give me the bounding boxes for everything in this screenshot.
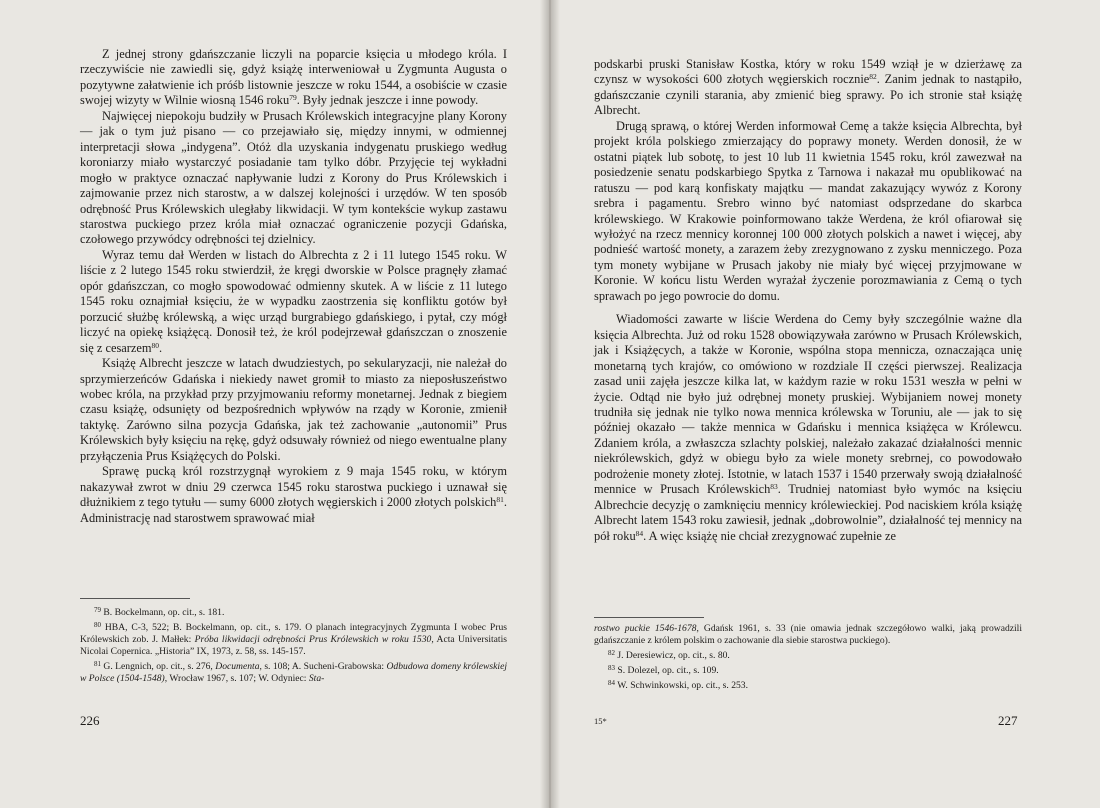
- left-page-number: 226: [80, 713, 100, 728]
- footnote-81-continued: rostwo puckie 1546-1678, Gdańsk 1961, s. 33 (nie omawia jednak szczegółowo walki, jaką prowadzili gdańszczanie z królem polskim o zachowanie dla siebie starostwa puckiego).: [594, 623, 1022, 647]
- footnote-83: $^{83}$ S. Dolezel, op. cit., s. 109.: [608, 664, 719, 677]
- footnote-79: $^{79}$ B. Bockelmann, op. cit., s. 181.: [94, 606, 225, 618]
- left-footnote-rule: [80, 598, 190, 599]
- left-paragraph-2: Najwięcej niepokoju budziły w Prusach Królewskich integracyjne plany Korony — jak o tym już pisano — co przejawiało się, między innymi, w odmiennej interpretacji słowa „indygena”. Otóż dla uzyskania indygenatu pruskiego według koroniarzy miało wystarczyć posiadanie tam tylko dóbr. Przyjęcie tej wykładni mogło w praktyce oznaczać napływanie ludzi z Korony do Prus Królewskich i zajmowanie przez nich starostw, a w dalszej kolejności i urzędów. W ten sposób odrębność Prus Królewskich uległaby likwidacji. W tym kontekście wykup zastawu starostwa puckiego przez króla miał oznaczać ograniczenie pozycji Gdańska, czołowego przywódcy odrębności tej dzielnicy.: [80, 108, 507, 247]
- footnote-84: $^{84}$ W. Schwinkowski, op. cit., s. 253.: [608, 679, 748, 692]
- left-paragraph-1: Z jednej strony gdańszczanie liczyli na poparcie księcia u młodego króla. I rzeczywiście nie zawiedli się, gdyż książę interweniował u Zygmunta Augusta o pozytywne załatwienie ich próśb listownie jeszcze w roku 1544, a osobiście w czasie swojej wizyty w Wilnie wiosną 1546 roku$^{79}$. Były jednak jeszcze i inne powody.: [80, 47, 507, 108]
- left-page: [0, 0, 548, 808]
- left-paragraph-3: Wyraz temu dał Werden w listach do Albrechta z 2 i 11 lutego 1545 roku. W liście z 2 lutego 1545 roku stwierdził, że kręgi dworskie w Polsce pragnęły złamać opór gdańszczan, co mogło spowodować odmienny skutek. A w liście z 11 lutego 1545 roku oznajmiał księciu, że w wypadku zaostrzenia się konfliktu gotów był porzucić służbę królewską, a więc urząd burgrabiego gdańskiego, i pytał, czy mógł liczyć na opiekę książęcą. Donosił też, że król podejrzewał gdańszczan o znoszenie się z cesarzem$^{80}$.: [80, 247, 507, 355]
- right-page: [552, 0, 1100, 808]
- left-paragraph-4: Książę Albrecht jeszcze w latach dwudziestych, po sekularyzacji, nie należał do sprzymierzeńców Gdańska i niekiedy nawet gromił to miasto za nieposłuszeństwo wobec króla, na przykład przy przyjmowaniu reformy monetarnej. Jednak z biegiem czasu książę, odsunięty od bezpośrednich wpływów na rządy w Koronie, zmienił taktykę. Zarówno silna pozycja Gdańska, jak też zachowanie „autonomii” Prus Królewskich były księciu na rękę, gdyż odsuwały również od niego ewentualne plany przyłączenia Prus Książęcych do Polski.: [80, 356, 507, 463]
- footnote-80: $^{80}$ HBA, C-3, 522; B. Bockelmann, op. cit., s. 179. O planach integracyjnych Zygmunta I wobec Prus Królewskich zob. J. Małłek: Próba likwidacji odrębności Prus Królewskich w roku 1530, Acta Universitatis Nicolai Copernica. „Historia” IX, 1973, z. 58, ss. 145-157.: [80, 621, 507, 658]
- footnote-82: $^{82}$ J. Deresiewicz, op. cit., s. 80.: [608, 649, 730, 662]
- right-page-body: [594, 57, 1022, 544]
- left-paragraph-5: Sprawę pucką król rozstrzygnął wyrokiem z 9 maja 1545 roku, w którym nakazywał zwrot w dniu 29 czerwca 1545 roku starostwa puckiego i uznawał się dłużnikiem z tego tytułu — sumy 6000 złotych węgierskich i 2000 złotych polskich$^{81}$. Administrację nad starostwem sprawować miał: [80, 464, 507, 525]
- right-paragraph-1: podskarbi pruski Stanisław Kostka, który w roku 1549 wziął je w dzierżawę za czynsz w wysokości 600 złotych węgierskich rocznie$^{82}$. Zanim jednak to nastąpiło, gdańszczanie czynili starania, aby zmienić bieg sprawy. Po ich stronie stał książę Albrecht.: [594, 57, 1022, 118]
- right-footnotes: [594, 623, 1022, 692]
- left-footnotes: [80, 604, 507, 686]
- left-page-body: [80, 47, 507, 526]
- right-paragraph-2: Drugą sprawą, o której Werden informował Cemę a także księcia Albrechta, był projekt króla polskiego zmierzający do poprawy monety. Werden donosił, że w ostatni piątek lub sobotę, to jest 10 lub 11 kwietnia 1545 roku, król zawezwał na posiedzenie senatu podskarbiego Spytka z Tarnowa i nakazał mu opublikować na ratuszu — pod karą konfiskaty majątku — mandat zakazujący wywóz z Korony srebra i pagamentu. Srebro winno być natomiast odsprzedane do skarbca królewskiego. W Krakowie poinformowano także Werdena, że król ofiarował się wyłożyć na rzecz mennicy koronnej 100 000 złotych polskich a nawet i więcej, aby podnieść wartość monety, a zarazem żeby zrezygnowano z zysku menniczego. Poza tym monety wybijane w Prusach jakoby nie miały być więcej przyjmowane w Koronie. W końcu listu Werden wyrażał życzenie porozmawiania z Cemą o tych sprawach po jego powrocie do domu.: [594, 118, 1022, 303]
- right-paragraph-3: Wiadomości zawarte w liście Werdena do Cemy były szczególnie ważne dla księcia Albrechta. Już od roku 1528 obowiązywała zarówno w Prusach Królewskich, jak i Książęcych, a także w Koronie, wspólna stopa mennicza, oznaczająca unię monetarną tych krajów, co omówiono w rozdziale II części pierwszej. Realizacja zasad unii zajęła jeszcze kilka lat, w każdym razie w roku 1531 weszła w pełni w życie. Odtąd nie było już odrębnej monety pruskiej. Wybijaniem nowej monety trudniła się jednak nie tylko nowa mennica królewska w Toruniu, ale — jak to się później okazało — także mennica w Gdańsku i mennica książęca w Królewcu. Zdaniem króla, a zwłaszcza szlachty polskiej, należało zakazać działalności mennic niekrólewskich, gdyż w obiegu było za wiele monety srebrnej, co powodowało podrożenie monety złotej. Istotnie, w latach 1537 i 1540 przerwały swoją działalność mennice w Prusach Królewskich$^{83}$. Trudniej natomiast było wymóc na księciu Albrechcie decyzję o zamknięciu mennicy królewieckiej. Pod naciskiem króla książę Albrecht latem 1543 roku zawiesił, jednak „dobrowolnie”, działalność tej mennicy na pół roku$^{84}$. A więc książę nie chciał zrezygnować zupełnie ze: [594, 312, 1022, 543]
- footnote-81: $^{81}$ G. Lengnich, op. cit., s. 276, Documenta, s. 108; A. Sucheni-Grabowska: Odbudowa domeny królewskiej w Polsce (1504-1548), Wrocław 1967, s. 107; W. Odyniec: Sta-: [80, 660, 507, 685]
- book-gutter: [540, 0, 560, 808]
- right-footnote-rule: [594, 617, 704, 618]
- right-page-number: 227: [998, 713, 1018, 728]
- signature-mark: 15*: [594, 716, 607, 726]
